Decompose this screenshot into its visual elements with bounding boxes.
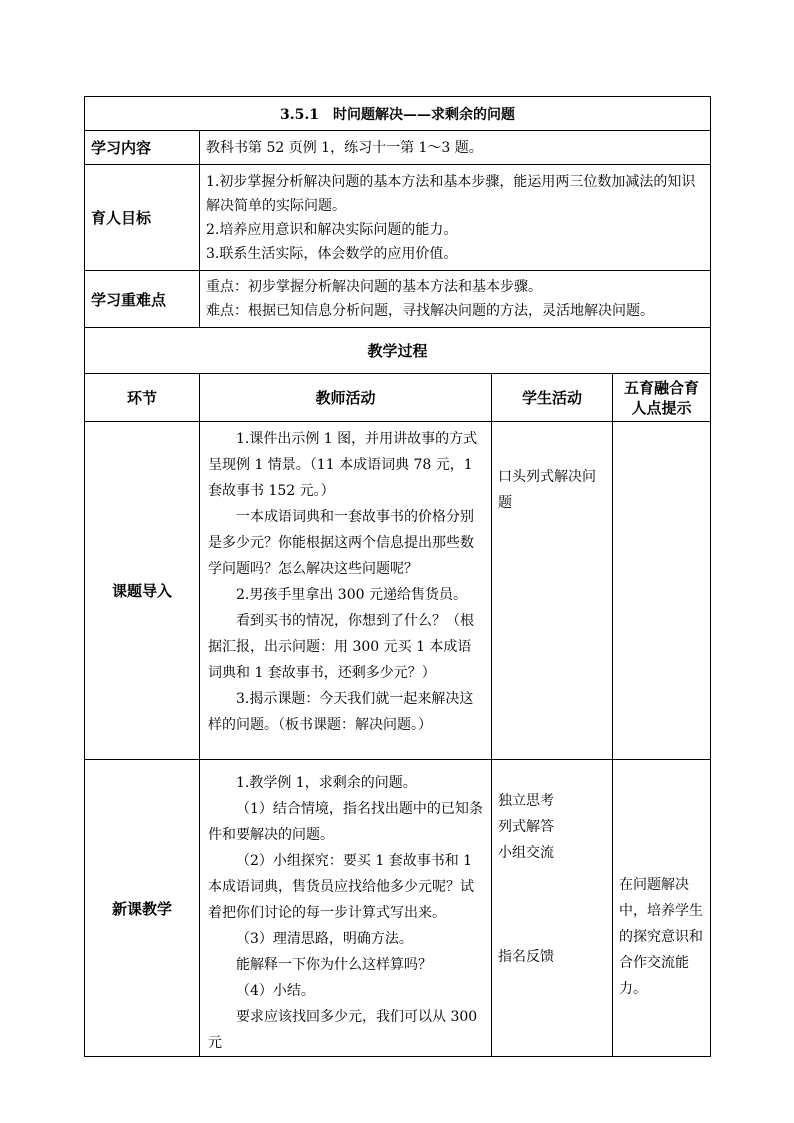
teacher-paragraph: 要求应该找回多少元，我们可以从 300 元 (208, 1009, 478, 1051)
key-point-line: 难点：根据已知信息分析问题，寻找解决问题的方法，灵活地解决问题。 (206, 303, 654, 319)
student-line: 小组交流 (498, 845, 554, 861)
goal-line: 2.培养应用意识和解决实际问题的能力。 (206, 221, 458, 238)
student-line: 口头列式解决问题 (498, 469, 596, 511)
teacher-paragraph: （1）结合情境，指名找出题中的已知条件和要解决的问题。 (208, 801, 483, 843)
teacher-paragraph: （4）小结。 (236, 983, 315, 999)
key-point-line: 重点：初步掌握分析解决问题的基本方法和基本步骤。 (206, 279, 542, 295)
stage-intro: 课题导入 (85, 422, 200, 760)
lesson-title: 3.5.1 时问题解决——求剩余的问题 (85, 97, 711, 131)
lesson-plan-table (84, 96, 711, 1057)
header-teacher: 教师活动 (200, 374, 492, 422)
goal-line: 1.初步掌握分析解决问题的基本方法和基本步骤，能运用两三位数加减法的知识解决简单的实际问题。 (206, 173, 696, 214)
stage-new-lesson: 新课教学 (85, 760, 200, 1057)
lesson-plan-sheet (84, 96, 710, 1057)
student-line: 列式解答 (498, 819, 554, 835)
label-education-goals: 育人目标 (85, 165, 200, 271)
key-points (200, 271, 711, 328)
education-goals (200, 165, 711, 271)
header-student: 学生活动 (492, 374, 613, 422)
content-line: 教科书第 52 页例 1，练习十一第 1～3 题。 (206, 139, 483, 156)
label-learning-content: 学习内容 (85, 131, 200, 165)
teacher-paragraph: 2.男孩手里拿出 300 元递给售货员。 (236, 587, 467, 603)
student-line: 独立思考 (498, 793, 554, 809)
teacher-paragraph: （3）理清思路，明确方法。 (236, 931, 413, 947)
label-key-points: 学习重难点 (85, 271, 200, 328)
hint-intro (613, 422, 711, 760)
teacher-paragraph: 1.教学例 1，求剩余的问题。 (236, 775, 417, 791)
teacher-activity-intro (200, 422, 492, 760)
student-spacer (498, 866, 606, 944)
header-stage: 环节 (85, 374, 200, 422)
teacher-activity-new (200, 760, 492, 1057)
teacher-paragraph: （2）小组探究：要买 1 套故事书和 1 本成语词典，售货员应找给他多少元呢？试着把你们讨论的每一步计算式写出来。 (208, 853, 474, 921)
teacher-paragraph: 能解释一下你为什么这样算吗？ (236, 957, 432, 973)
teacher-paragraph: 看到买书的情况，你想到了什么？（根据汇报，出示问题：用 300 元买 1 本成语词典和 1 套故事书，还剩多少元？） (208, 613, 474, 681)
teacher-paragraph: 1.课件出示例 1 图，并用讲故事的方式呈现例 1 情景。（11 本成语词典 78 元，1 套故事书 152 元。） (208, 431, 478, 499)
teacher-paragraph: 一本成语词典和一套故事书的价格分别是多少元？你能根据这两个信息提出那些数学问题吗？怎么解决这些问题呢？ (208, 509, 474, 577)
process-title: 教学过程 (85, 328, 711, 374)
student-line: 指名反馈 (498, 949, 554, 965)
student-activity-intro (492, 422, 613, 760)
teacher-paragraph: 3.揭示课题：今天我们就一起来解决这样的问题。（板书课题：解决问题。） (208, 691, 474, 733)
student-activity-new (492, 760, 613, 1057)
hint-new-lesson: 在问题解决中，培养学生的探究意识和合作交流能力。 (613, 760, 711, 1057)
goal-line: 3.联系生活实际，体会数学的应用价值。 (206, 245, 458, 262)
learning-content (200, 131, 711, 165)
header-hint: 五育融合育人点提示 (613, 374, 711, 422)
